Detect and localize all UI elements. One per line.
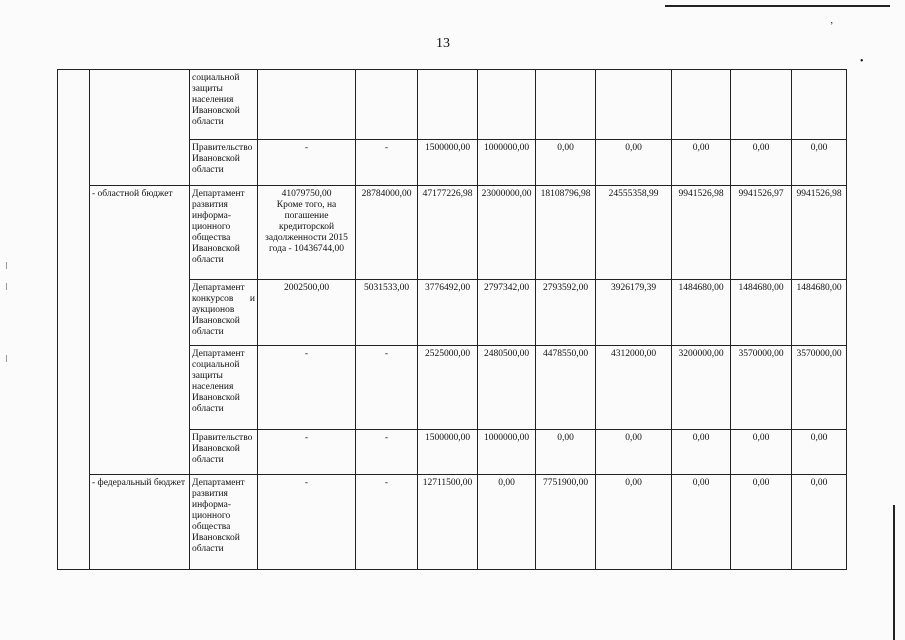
- amount-cell: 2793592,00: [536, 280, 596, 346]
- organization-line: защиты: [192, 84, 223, 94]
- scan-edge-bar: [893, 505, 895, 640]
- organization-line: Правительство: [192, 143, 253, 153]
- amount-cell: 5031533,00: [356, 280, 418, 346]
- amount-cell: 0,00: [672, 430, 731, 475]
- organization-line: Правительство: [192, 433, 253, 443]
- organization-line: населения: [192, 382, 234, 392]
- amount-cell: 0,00: [478, 475, 536, 570]
- amount-cell: 0,00: [596, 140, 672, 186]
- amount-cell: 0,00: [596, 475, 672, 570]
- amount-2015-line: 2002500,00: [283, 283, 330, 293]
- amount-2015-line: 41079750,00: [281, 189, 332, 199]
- blank-cell: [58, 70, 90, 570]
- organization-line: ционного: [192, 511, 231, 521]
- amount-cell: 0,00: [596, 430, 672, 475]
- organization-line: Ивановской: [192, 316, 240, 326]
- organization-line: Департамент: [192, 189, 245, 199]
- amount-cell: 7751900,00: [536, 475, 596, 570]
- organization-line: населения: [192, 95, 234, 105]
- amount-2015-cell: [258, 475, 356, 570]
- amount-cell: 28784000,00: [356, 186, 418, 280]
- scan-mark-right: •: [860, 56, 864, 67]
- organization-line: Ивановской: [192, 106, 240, 116]
- amount-cell: 9941526,98: [792, 186, 847, 280]
- amount-cell: [418, 70, 478, 140]
- amount-cell: [731, 70, 792, 140]
- organization-line: информа-: [192, 211, 232, 221]
- amount-cell: [356, 70, 418, 140]
- table-row: [58, 475, 847, 570]
- amount-cell: 0,00: [731, 140, 792, 186]
- scan-mark-top: ʼ: [830, 21, 834, 32]
- amount-2015-line: погашение: [284, 211, 329, 221]
- amount-cell: [478, 70, 536, 140]
- organization-line: области: [192, 404, 224, 414]
- amount-cell: 23000000,00: [478, 186, 536, 280]
- table-row: [58, 186, 847, 280]
- amount-2015-cell: [258, 186, 356, 280]
- amount-cell: 12711500,00: [418, 475, 478, 570]
- organization-line: Ивановской: [192, 444, 240, 454]
- amount-cell: 1000000,00: [478, 140, 536, 186]
- amount-2015-cell: [258, 140, 356, 186]
- amount-cell: 47177226,98: [418, 186, 478, 280]
- amount-2015-line: Кроме того, на: [276, 200, 337, 210]
- amount-cell: -: [356, 475, 418, 570]
- organization-line: информа-: [192, 500, 232, 510]
- amount-cell: 9941526,97: [731, 186, 792, 280]
- organization-line: области: [192, 544, 224, 554]
- organization-line: Департамент: [192, 478, 245, 488]
- amount-cell: 18108796,98: [536, 186, 596, 280]
- organization-line: Департамент: [192, 283, 245, 293]
- amount-cell: 0,00: [672, 475, 731, 570]
- amount-cell: 0,00: [731, 430, 792, 475]
- organization-cell: [190, 186, 258, 280]
- organization-cell: [190, 475, 258, 570]
- organization-line: Ивановской: [192, 154, 240, 164]
- organization-line: Ивановской: [192, 393, 240, 403]
- organization-line: области: [192, 117, 224, 127]
- organization-cell: [190, 70, 258, 140]
- amount-2015-cell: [258, 346, 356, 430]
- amount-cell: 2797342,00: [478, 280, 536, 346]
- organization-line: общества: [192, 233, 231, 243]
- amount-cell: 2480500,00: [478, 346, 536, 430]
- amount-cell: 1484680,00: [792, 280, 847, 346]
- amount-cell: -: [356, 430, 418, 475]
- funding-source-cell: [90, 70, 190, 186]
- amount-cell: 1000000,00: [478, 430, 536, 475]
- amount-cell: 2525000,00: [418, 346, 478, 430]
- amount-cell: [536, 70, 596, 140]
- amount-cell: 3570000,00: [792, 346, 847, 430]
- organization-line: социальной: [192, 73, 240, 83]
- organization-cell: [190, 140, 258, 186]
- amount-cell: 4312000,00: [596, 346, 672, 430]
- organization-cell: [190, 280, 258, 346]
- amount-2015-line: -: [304, 433, 309, 443]
- amount-cell: 3570000,00: [731, 346, 792, 430]
- organization-line: области: [192, 165, 224, 175]
- scan-speck: [6, 262, 7, 269]
- amount-cell: [672, 70, 731, 140]
- amount-cell: 3200000,00: [672, 346, 731, 430]
- amount-2015-line: года - 10436744,00: [269, 244, 344, 254]
- organization-line: области: [192, 455, 224, 465]
- amount-cell: 0,00: [536, 430, 596, 475]
- amount-cell: 0,00: [792, 475, 847, 570]
- amount-cell: 4478550,00: [536, 346, 596, 430]
- amount-cell: [596, 70, 672, 140]
- amount-2015-line: задолженности 2015: [265, 233, 348, 243]
- organization-line: Ивановской: [192, 533, 240, 543]
- organization-line: Департамент: [192, 349, 245, 359]
- amount-2015-line: кредиторской: [278, 222, 335, 232]
- organization-line: общества: [192, 522, 231, 532]
- amount-2015-line: -: [304, 478, 309, 488]
- amount-cell: 1484680,00: [672, 280, 731, 346]
- organization-cell: [190, 430, 258, 475]
- amount-2015-cell: [258, 70, 356, 140]
- organization-line: защиты: [192, 371, 223, 381]
- organization-line: развития: [192, 200, 228, 210]
- amount-cell: 9941526,98: [672, 186, 731, 280]
- organization-line: аукционов: [192, 305, 235, 315]
- organization-line: конкурсов и: [192, 294, 255, 304]
- funding-source-cell: - федеральный бюджет: [90, 475, 190, 570]
- amount-cell: -: [356, 346, 418, 430]
- amount-cell: 1500000,00: [418, 430, 478, 475]
- amount-cell: 1484680,00: [731, 280, 792, 346]
- amount-2015-line: -: [304, 349, 309, 359]
- amount-cell: 3926179,39: [596, 280, 672, 346]
- organization-line: развития: [192, 489, 228, 499]
- amount-cell: [792, 70, 847, 140]
- scan-edge-line: [665, 5, 890, 7]
- amount-cell: 0,00: [792, 430, 847, 475]
- amount-cell: 3776492,00: [418, 280, 478, 346]
- table-body: [58, 70, 847, 570]
- organization-line: социальной: [192, 360, 240, 370]
- organization-line: области: [192, 327, 224, 337]
- amount-2015-line: -: [304, 143, 309, 153]
- page-number: 13: [436, 36, 450, 51]
- scan-speck: [6, 355, 7, 362]
- amount-cell: 0,00: [536, 140, 596, 186]
- table-row: [58, 70, 847, 140]
- amount-2015-cell: [258, 430, 356, 475]
- amount-cell: 0,00: [792, 140, 847, 186]
- amount-2015-cell: [258, 280, 356, 346]
- amount-cell: -: [356, 140, 418, 186]
- scan-speck: [6, 283, 7, 290]
- organization-line: области: [192, 255, 224, 265]
- amount-cell: 24555358,99: [596, 186, 672, 280]
- amount-cell: 0,00: [731, 475, 792, 570]
- organization-cell: [190, 346, 258, 430]
- funding-source-cell: - областной бюджет: [90, 186, 190, 475]
- organization-line: ционного: [192, 222, 231, 232]
- amount-cell: 0,00: [672, 140, 731, 186]
- organization-line: Ивановской: [192, 244, 240, 254]
- amount-cell: 1500000,00: [418, 140, 478, 186]
- budget-table: [57, 69, 847, 570]
